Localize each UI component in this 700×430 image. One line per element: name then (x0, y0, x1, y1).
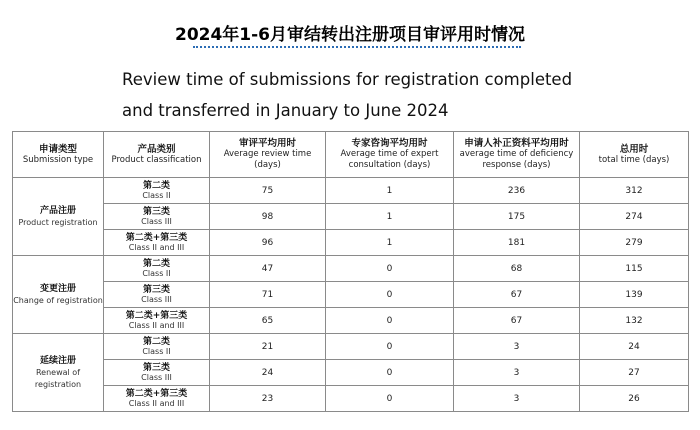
deficiency-time-cell: 3 (454, 334, 580, 360)
expert-time-cell: 1 (326, 178, 454, 204)
deficiency-time-cell: 67 (454, 282, 580, 308)
product-class-cell: 第二类+第三类 Class II and III (104, 230, 210, 256)
page-title-en-line1: Review time of submissions for registration completed (122, 70, 573, 89)
deficiency-time-cell: 68 (454, 256, 580, 282)
product-class-cell: 第三类 Class III (104, 360, 210, 386)
header-product-classification: 产品类别 Product classification (104, 132, 210, 178)
expert-time-cell: 0 (326, 256, 454, 282)
table-row (13, 204, 689, 230)
total-time-cell: 274 (580, 204, 689, 230)
total-time-cell: 312 (580, 178, 689, 204)
header-deficiency-response-time: 申请人补正资料平均用时 average time of deficiency response (days) (454, 132, 580, 178)
review-time-cell: 21 (210, 334, 326, 360)
review-time-cell: 23 (210, 386, 326, 412)
deficiency-time-cell: 181 (454, 230, 580, 256)
product-class-cell: 第二类+第三类 Class II and III (104, 308, 210, 334)
submission-type-product-registration: 产品注册 Product registration (13, 178, 104, 256)
total-time-cell: 132 (580, 308, 689, 334)
product-class-cell: 第二类 Class II (104, 178, 210, 204)
page-title-en-line2: and transferred in January to June 2024 (122, 101, 449, 120)
review-time-table (12, 131, 689, 412)
submission-type-renewal-of-registration: 延续注册 Renewal of registration (13, 334, 104, 412)
expert-time-cell: 0 (326, 386, 454, 412)
expert-time-cell: 0 (326, 308, 454, 334)
product-class-cell: 第二类 Class II (104, 334, 210, 360)
header-expert-consultation-time: 专家咨询平均用时 Average time of expert consultation (days) (326, 132, 454, 178)
total-time-cell: 115 (580, 256, 689, 282)
deficiency-time-cell: 3 (454, 360, 580, 386)
product-class-cell: 第二类 Class II (104, 256, 210, 282)
header-submission-type: 申请类型 Submission type (13, 132, 104, 178)
expert-time-cell: 1 (326, 204, 454, 230)
table-row (13, 360, 689, 386)
table-header-row (13, 132, 689, 178)
review-time-cell: 47 (210, 256, 326, 282)
header-total-time: 总用时 total time (days) (580, 132, 689, 178)
review-time-cell: 98 (210, 204, 326, 230)
table-row (13, 178, 689, 204)
product-class-cell: 第三类 Class III (104, 282, 210, 308)
title-underline (193, 46, 521, 48)
table-row (13, 230, 689, 256)
review-time-cell: 71 (210, 282, 326, 308)
review-time-cell: 24 (210, 360, 326, 386)
deficiency-time-cell: 67 (454, 308, 580, 334)
table-row (13, 256, 689, 282)
table-row (13, 308, 689, 334)
page-title-cn: 2024年1-6月审结转出注册项目审评用时情况 (174, 25, 526, 45)
total-time-cell: 27 (580, 360, 689, 386)
deficiency-time-cell: 236 (454, 178, 580, 204)
total-time-cell: 24 (580, 334, 689, 360)
deficiency-time-cell: 3 (454, 386, 580, 412)
product-class-cell: 第三类 Class III (104, 204, 210, 230)
total-time-cell: 279 (580, 230, 689, 256)
table-row (13, 386, 689, 412)
expert-time-cell: 0 (326, 334, 454, 360)
deficiency-time-cell: 175 (454, 204, 580, 230)
table-row (13, 282, 689, 308)
review-time-cell: 75 (210, 178, 326, 204)
submission-type-change-of-registration: 变更注册 Change of registration (13, 256, 104, 334)
expert-time-cell: 0 (326, 360, 454, 386)
product-class-cell: 第二类+第三类 Class II and III (104, 386, 210, 412)
table-row (13, 334, 689, 360)
total-time-cell: 139 (580, 282, 689, 308)
review-time-cell: 65 (210, 308, 326, 334)
header-average-review-time: 审评平均用时 Average review time (days) (210, 132, 326, 178)
review-time-cell: 96 (210, 230, 326, 256)
expert-time-cell: 1 (326, 230, 454, 256)
total-time-cell: 26 (580, 386, 689, 412)
expert-time-cell: 0 (326, 282, 454, 308)
